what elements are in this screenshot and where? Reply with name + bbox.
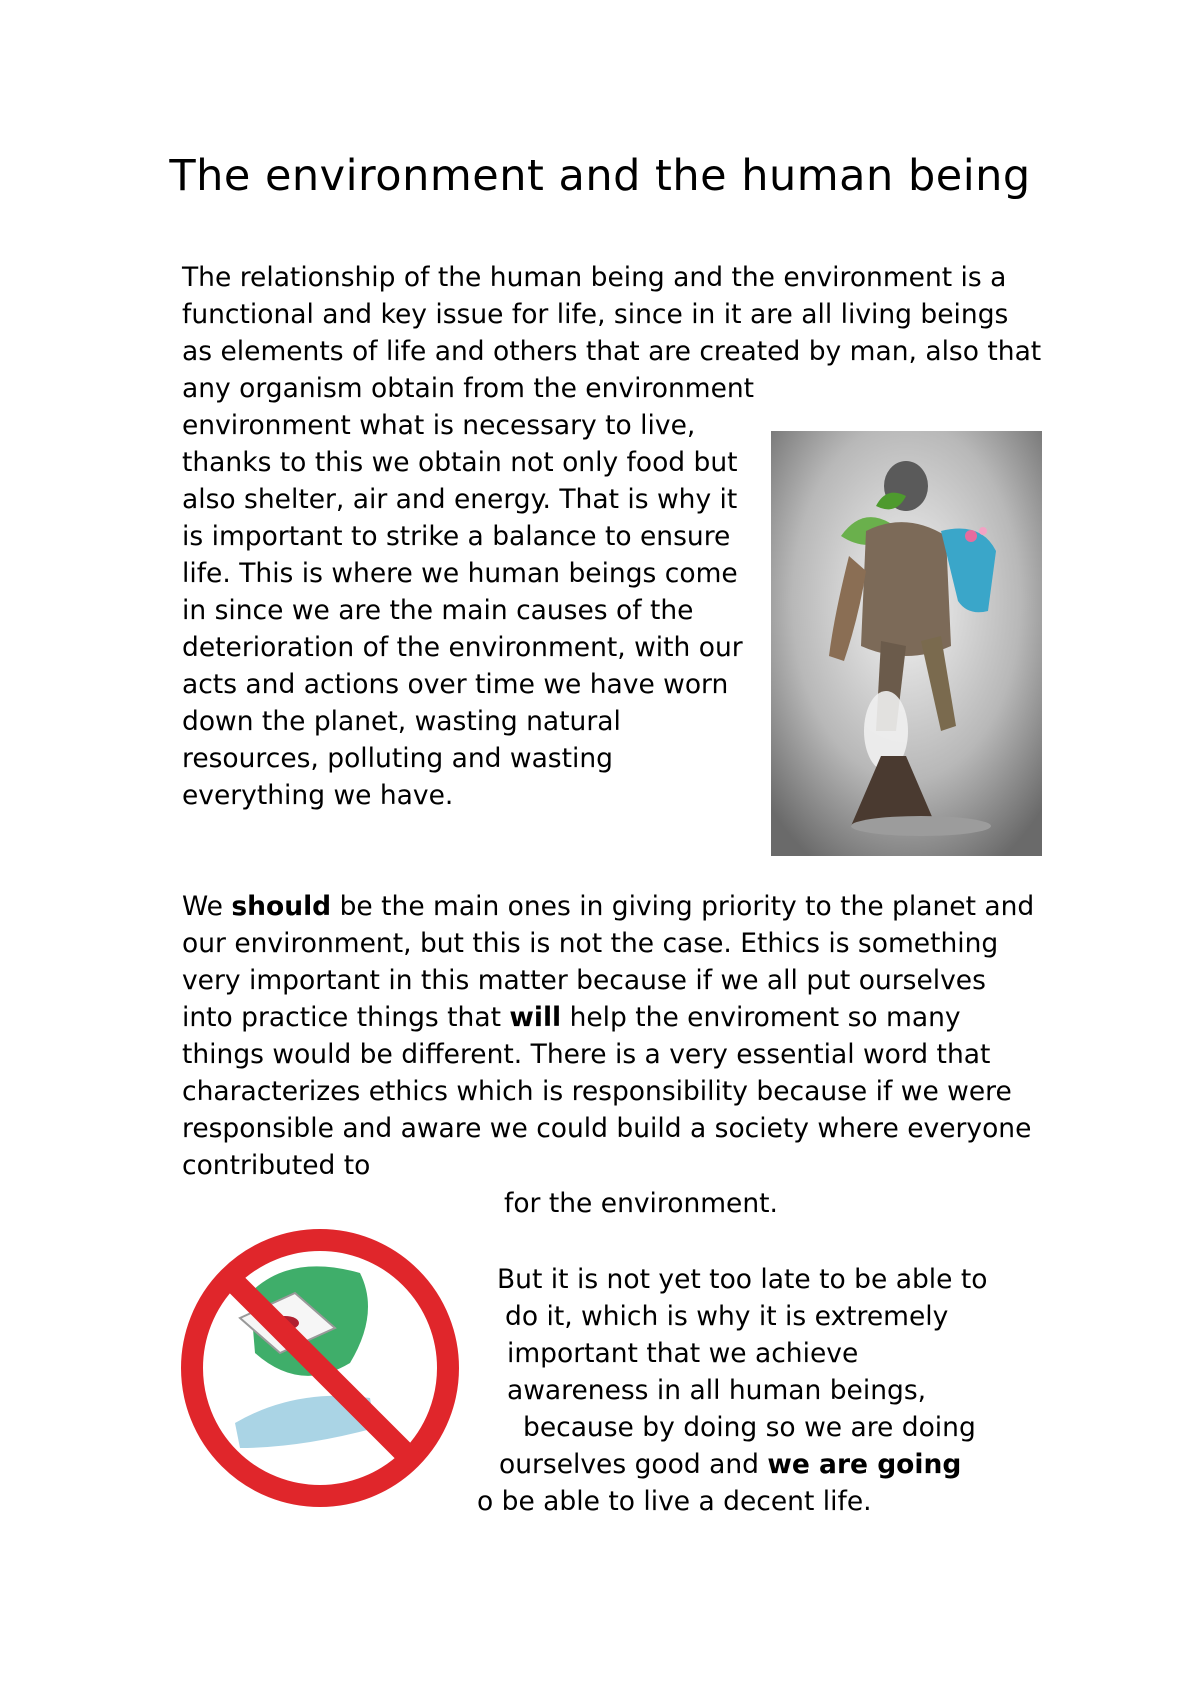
paragraph-3-line-6-bold: we are going xyxy=(767,1449,962,1480)
paragraph-3-line-7: o be able to live a decent life. xyxy=(477,1486,872,1517)
paragraph-3-line-6 xyxy=(499,1446,1057,1483)
paragraph-2-ending: for the environment. xyxy=(504,1188,778,1219)
paragraph-3-line-3: important that we achieve xyxy=(507,1338,859,1369)
paragraph-2-bold-should: should xyxy=(231,891,332,922)
paragraph-3 xyxy=(477,1261,1057,1520)
paragraph-1: The relationship of the human being and the environment is a functional and key issue for life, since in it are all living beings as elements of life and others that are created by man, also that any organism obtain from the environment xyxy=(182,262,1042,404)
paragraph-3-line-2: do it, which is why it is extremely xyxy=(505,1301,949,1332)
paragraph-2-part2: be the main ones in giving priority to the planet and our environment, but this is not the case. Ethics is something very important in this matter because if we all put ourselves into practice things that xyxy=(182,891,1035,1033)
document-title: The environment and the human being xyxy=(169,151,1031,201)
paragraph-3-line-4: awareness in all human beings, xyxy=(507,1375,927,1406)
human-nature-image xyxy=(771,431,1042,856)
no-plastic-image xyxy=(155,1213,481,1523)
paragraph-3-line-5: because by doing so we are doing xyxy=(523,1412,976,1443)
paragraph-2-bold-will: will xyxy=(509,1002,562,1033)
paragraph-2-part3: help the enviroment so many things would be different. There is a very essential word that characterizes ethics which is responsibility because if we were responsible and aware we could build a society where everyone contributed to xyxy=(182,1002,1032,1181)
paragraph-3-line-6-normal: ourselves good and xyxy=(499,1449,768,1480)
paragraph-3-line-1: But it is not yet too late to be able to xyxy=(497,1264,988,1295)
paragraph-2 xyxy=(182,888,1042,1184)
paragraph-1-continued: environment what is necessary to live, thanks to this we obtain not only food but also shelter, air and energy. That is why it is important to strike a balance to ensure life. This is where we human beings come in since we are the main causes of the deterioration of the environment, with our acts and actions over time we have worn down the planet, wasting natural resources, polluting and wasting everything we have. xyxy=(182,410,743,811)
paragraph-2-part1: We xyxy=(182,891,232,922)
